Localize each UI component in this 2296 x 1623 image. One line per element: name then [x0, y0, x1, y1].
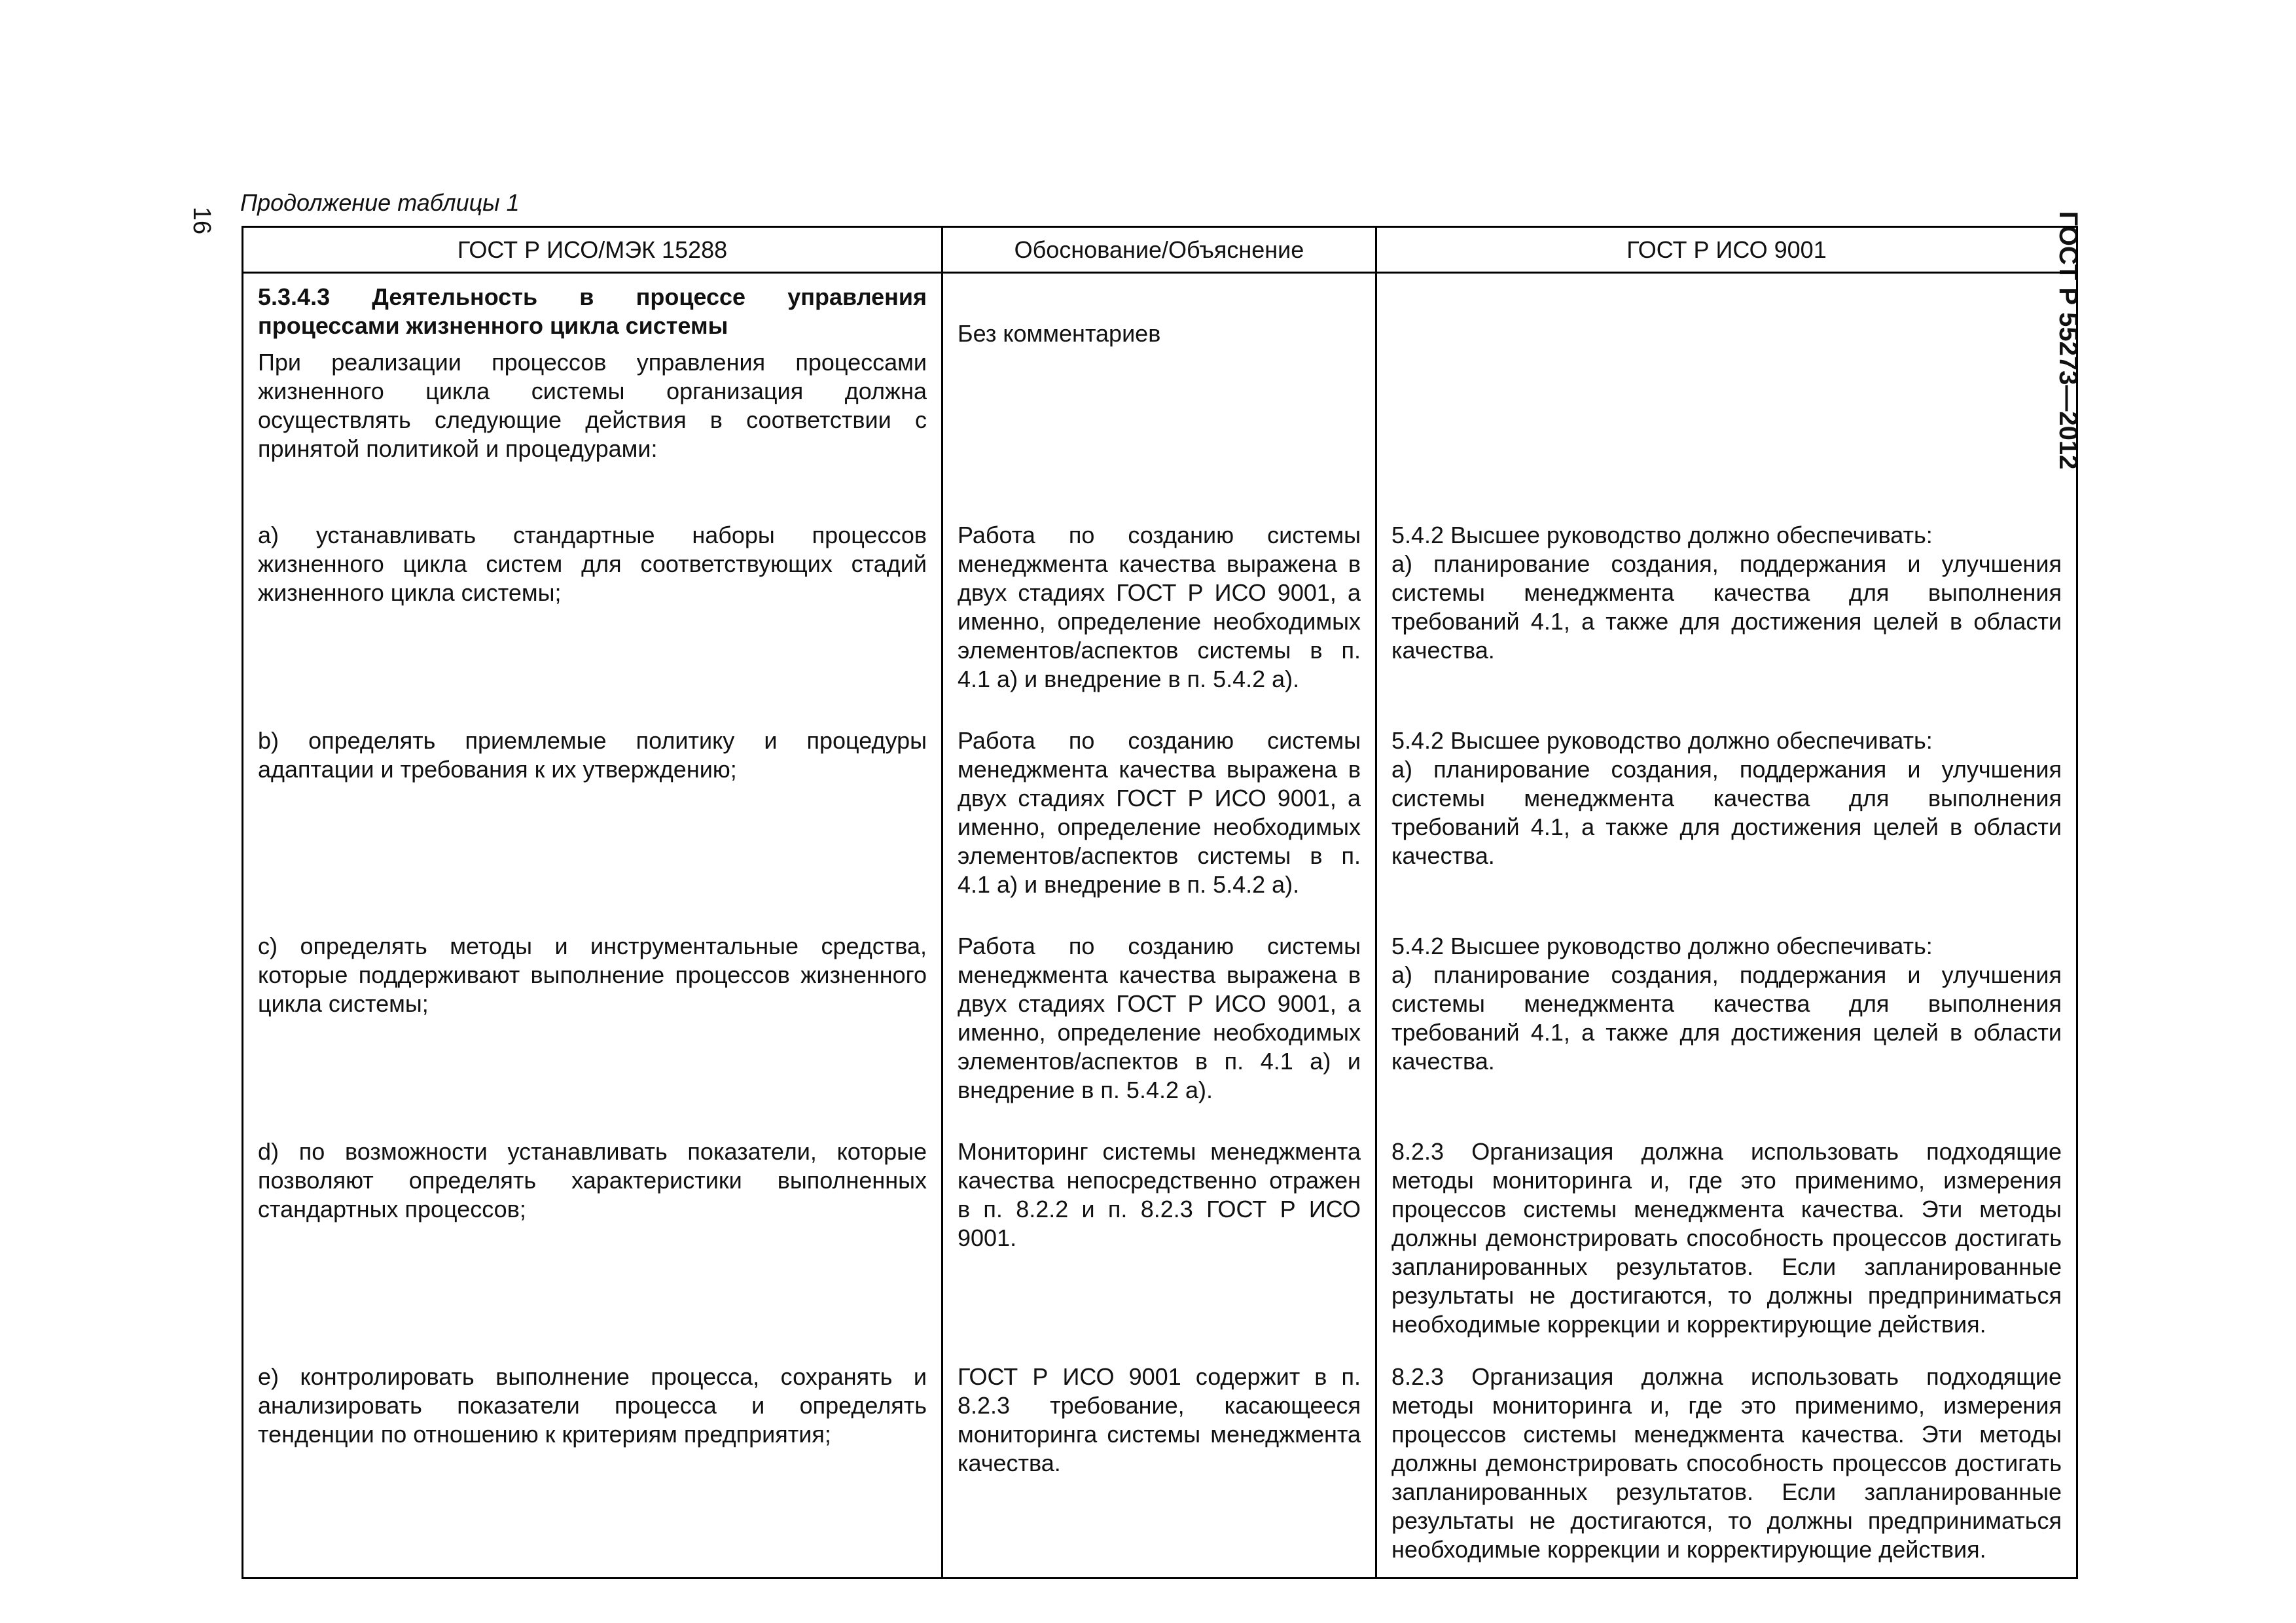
- table-row: [243, 1128, 2077, 1353]
- cell-text: Работа по созданию системы менеджмента качества выражена в двух стадиях ГОСТ Р ИСО 9001, а именно, определение необходимых элементов/аспектов системы в п. 4.1 а) и внедрение в п. 5.4.2 а).: [958, 522, 1361, 692]
- cell-text: a) устанавливать стандартные наборы процессов жизненного цикла систем для соответствующих стадий жизненного цикла системы;: [258, 522, 927, 606]
- table-row: [243, 717, 2077, 923]
- header-justification: Обоснование/Объяснение: [942, 227, 1376, 273]
- table-cell: [942, 1128, 1376, 1353]
- cell-text: d) по возможности устанавливать показатели, которые позволяют определять характеристики выполненных стандартных процессов;: [258, 1138, 927, 1222]
- table-cell: [1376, 923, 2077, 1128]
- table-row: [243, 273, 2077, 512]
- cell-text: Без комментариев: [958, 320, 1161, 347]
- cell-text: 8.2.3 Организация должна использовать подходящие методы мониторинга и, где это применимо, измерения процессов системы менеджмента качества. Эти методы должны демонстрировать способность процессов достигать запланированных результатов. Если запланированные результаты не достигаются, то должны предприниматься необходимые коррекции и корректирующие действия.: [1391, 1138, 2062, 1338]
- table-cell: [243, 273, 942, 512]
- cell-text: 5.4.2 Высшее руководство должно обеспечивать:: [1391, 522, 1933, 548]
- cell-text: ГОСТ Р ИСО 9001 содержит в п. 8.2.3 требование, касающееся мониторинга системы менеджмента качества.: [958, 1363, 1361, 1476]
- cell-text: а) планирование создания, поддержания и улучшения системы менеджмента качества для выполнения требований 4.1, а также для достижения целей в области качества.: [1391, 756, 2062, 869]
- table-cell: [942, 512, 1376, 717]
- comparison-table: [242, 226, 2078, 1579]
- table-cell: [1376, 1128, 2077, 1353]
- header-gost-9001: ГОСТ Р ИСО 9001: [1376, 227, 2077, 273]
- cell-text: Работа по созданию системы менеджмента качества выражена в двух стадиях ГОСТ Р ИСО 9001, а именно, определение необходимых элементов/аспектов в п. 4.1 а) и внедрение в п. 5.4.2 а).: [958, 933, 1361, 1103]
- table-cell: [243, 1128, 942, 1353]
- table-cell: [243, 923, 942, 1128]
- cell-text: а) планирование создания, поддержания и улучшения системы менеджмента качества для выполнения требований 4.1, а также для достижения целей в области качества.: [1391, 550, 2062, 664]
- cell-text: Работа по созданию системы менеджмента качества выражена в двух стадиях ГОСТ Р ИСО 9001, а именно, определение необходимых элементов/аспектов системы в п. 4.1 а) и внедрение в п. 5.4.2 а).: [958, 727, 1361, 898]
- cell-text: c) определять методы и инструментальные средства, которые поддерживают выполнение процессов жизненного цикла системы;: [258, 933, 927, 1017]
- cell-text: 5.4.2 Высшее руководство должно обеспечивать:: [1391, 933, 1933, 959]
- table-cell: [1376, 273, 2077, 512]
- table-cell: [243, 512, 942, 717]
- cell-text: e) контролировать выполнение процесса, сохранять и анализировать показатели процесса и определять тенденции по отношению к критериям предприятия;: [258, 1363, 927, 1448]
- section-heading: 5.3.4.3 Деятельность в процессе управления процессами жизненного цикла системы: [258, 283, 927, 339]
- table-cell: [243, 717, 942, 923]
- cell-text: а) планирование создания, поддержания и улучшения системы менеджмента качества для выполнения требований 4.1, а также для достижения целей в области качества.: [1391, 961, 2062, 1075]
- page-number: 16: [188, 206, 216, 235]
- table-cell: [942, 273, 1376, 512]
- table-cell: [1376, 512, 2077, 717]
- header-gost-15288: ГОСТ Р ИСО/МЭК 15288: [243, 227, 942, 273]
- cell-text: Мониторинг системы менеджмента качества непосредственно отражен в п. 8.2.2 и п. 8.2.3 ГОСТ Р ИСО 9001.: [958, 1138, 1361, 1251]
- cell-text: При реализации процессов управления процессами жизненного цикла системы организация должна осуществлять следующие действия в соответствии с принятой политикой и процедурами:: [258, 349, 927, 462]
- table-cell: [942, 717, 1376, 923]
- table-caption: Продолжение таблицы 1: [240, 189, 520, 216]
- cell-text: b) определять приемлемые политику и процедуры адаптации и требования к их утверждению;: [258, 727, 927, 783]
- table-cell: [942, 923, 1376, 1128]
- table-header-row: [243, 227, 2077, 273]
- table-cell: [243, 1353, 942, 1578]
- table-cell: [1376, 1353, 2077, 1578]
- table-row: [243, 512, 2077, 717]
- table-row: [243, 1353, 2077, 1578]
- table-cell: [942, 1353, 1376, 1578]
- cell-text: 5.4.2 Высшее руководство должно обеспечивать:: [1391, 727, 1933, 754]
- table-cell: [1376, 717, 2077, 923]
- cell-text: 8.2.3 Организация должна использовать подходящие методы мониторинга и, где это применимо, измерения процессов системы менеджмента качества. Эти методы должны демонстрировать способность процессов достигать запланированных результатов. Если запланированные результаты не достигаются, то должны предприниматься необходимые коррекции и корректирующие действия.: [1391, 1363, 2062, 1563]
- document-code: ГОСТ Р 55273—2012: [2054, 211, 2083, 470]
- table-row: [243, 923, 2077, 1128]
